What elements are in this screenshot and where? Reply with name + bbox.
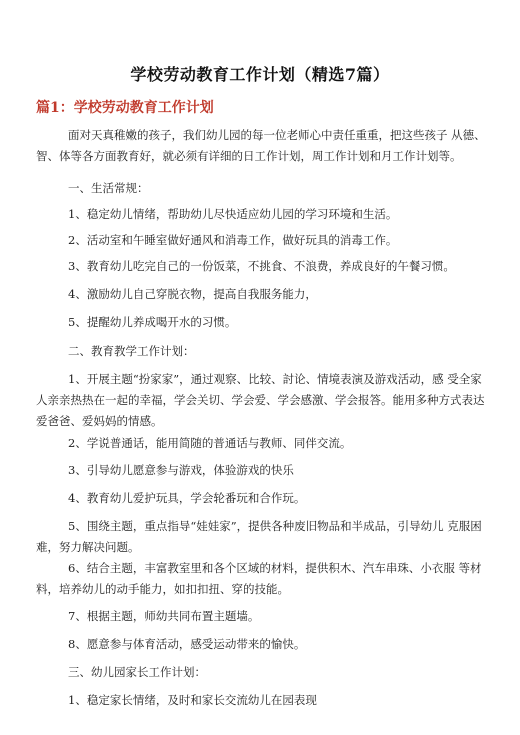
list-item: 1、稳定幼儿情绪，帮助幼儿尽快适应幼儿园的学习环境和生活。 <box>68 207 398 221</box>
heading-parent-plan: 三、幼儿园家长工作计划： <box>68 665 206 679</box>
paragraph-intro: 面对天真稚嫩的孩子，我们幼儿园的每一位老师心中责任重重，把这些孩子 从德、智、体等各方面教育好，就必须有详细的日工作计划，周工作计划和月工作计划等。 <box>36 128 486 163</box>
list-item: 1、开展主题“扮家家”，通过观察、比较、討论、情境表演及游戏活动，感 受全家人亲亲热热在一起的幸福，学会关切、学会爱、学会感激、学会报答。能用多种方式表达 爱爸爸、爱妈妈的情感。 <box>36 372 485 428</box>
list-item: 4、教育幼儿爱护玩具，学会轮番玩和合作玩。 <box>68 491 306 505</box>
document-title: 学校劳动教育工作计划（精选7篇） <box>130 65 390 84</box>
list-item: 1、稳定家长情绪，及时和家长交流幼儿在园表现 <box>68 693 317 707</box>
section-title: 篇1：学校劳动教育工作计划 <box>36 100 214 116</box>
list-item: 4、激励幼儿自己穿脱衣物，提高自我服务能力， <box>68 287 317 301</box>
list-item: 8、愿意参与体育活动，感受运动带来的愉快。 <box>68 637 306 651</box>
list-item: 3、引导幼儿愿意参与游戏，体验游戏的快乐 <box>68 463 294 477</box>
list-item: 2、学说普通话，能用简随的普通话与教师、同伴交流。 <box>68 436 352 450</box>
list-item: 2、活动室和午睡室做好通风和消毒工作，做好玩具的消毒工作。 <box>68 233 398 247</box>
list-item: 7、根据主题，师幼共同布置主题墙。 <box>68 609 260 623</box>
list-item: 5、围绕主题，重点指导“娃娃家”，提供各种废旧物品和半成品，引导幼儿 克服困难，努力解决问题。 <box>36 519 482 554</box>
list-item: 6、结合主题，丰富教室里和各个区域的材料，提供积木、汽车串珠、小衣服 等材料，培养幼儿的动手能力，如扣扣扭、穿的技能。 <box>36 561 482 596</box>
list-item: 3、教育幼儿吃完自己的一份饭菜，不挑食、不浪费，养成良好的午餐习惯。 <box>68 259 455 273</box>
heading-life-routine: 一、生活常规： <box>68 181 149 195</box>
heading-teaching-plan: 二、教育教学工作计划： <box>68 344 195 358</box>
list-item: 5、提醒幼儿养成喝开水的习惯。 <box>68 315 237 329</box>
